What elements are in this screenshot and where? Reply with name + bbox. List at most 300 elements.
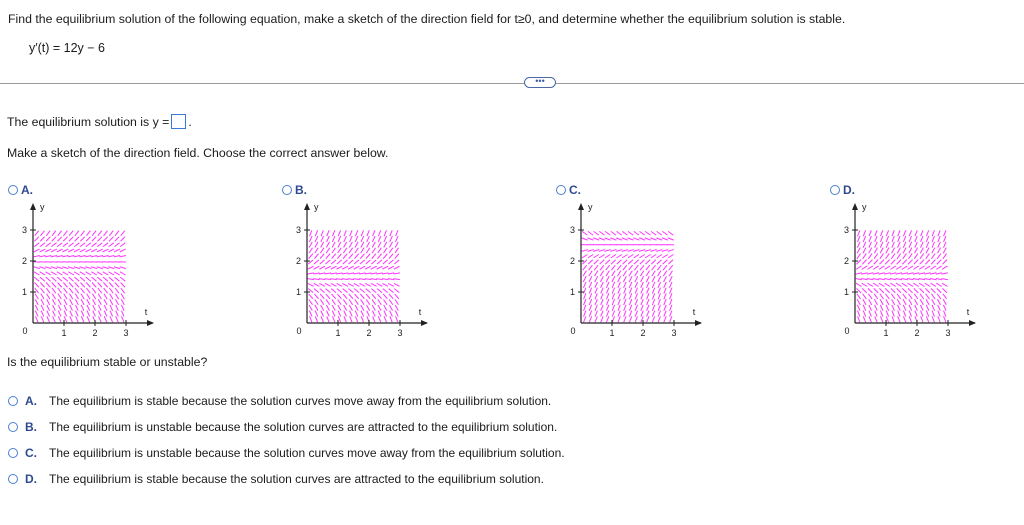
field-segment bbox=[315, 230, 317, 236]
field-segment bbox=[600, 271, 603, 276]
field-segment bbox=[389, 254, 393, 259]
x-tick-label: 1 bbox=[883, 328, 889, 338]
field-segment bbox=[880, 316, 882, 322]
field-segment bbox=[617, 271, 620, 276]
field-segment bbox=[51, 243, 56, 247]
field-segment bbox=[857, 299, 860, 305]
graph-option-b-letter: B. bbox=[295, 183, 307, 197]
field-segment bbox=[606, 311, 608, 317]
field-segment bbox=[359, 283, 365, 286]
field-segment bbox=[52, 282, 56, 287]
field-segment bbox=[892, 316, 894, 322]
field-segment bbox=[320, 254, 324, 259]
field-segment bbox=[395, 248, 399, 253]
field-segment bbox=[75, 237, 79, 242]
field-segment bbox=[903, 294, 907, 299]
field-segment bbox=[635, 316, 637, 322]
graph-option-a-radio[interactable] bbox=[8, 185, 18, 195]
field-segment bbox=[64, 288, 68, 293]
field-segment bbox=[325, 283, 331, 286]
field-segment bbox=[350, 311, 353, 317]
field-segment bbox=[583, 282, 586, 288]
field-segment bbox=[378, 305, 381, 311]
field-segment bbox=[336, 273, 342, 274]
field-segment bbox=[365, 279, 371, 280]
field-segment bbox=[63, 237, 67, 242]
field-segment bbox=[35, 299, 38, 305]
graph-option-a-header[interactable] bbox=[8, 183, 33, 197]
field-segment bbox=[875, 316, 877, 322]
stability-option-b-text[interactable]: The equilibrium is unstable because the solution curves are attracted to the equilibrium solution. bbox=[49, 420, 558, 434]
field-segment bbox=[593, 250, 599, 252]
field-segment bbox=[943, 294, 947, 299]
field-segment bbox=[624, 293, 626, 299]
stability-option-c-radio[interactable] bbox=[8, 448, 18, 458]
field-segment bbox=[588, 265, 592, 270]
field-segment bbox=[892, 305, 895, 311]
field-segment bbox=[909, 230, 911, 236]
field-segment bbox=[344, 311, 347, 317]
field-segment bbox=[932, 311, 934, 317]
field-segment bbox=[114, 249, 120, 252]
field-segment bbox=[332, 236, 335, 242]
field-segment bbox=[622, 231, 627, 235]
field-segment bbox=[582, 238, 588, 240]
field-segment bbox=[109, 237, 113, 242]
field-segment bbox=[121, 299, 124, 305]
field-segment bbox=[612, 299, 614, 305]
field-segment bbox=[885, 260, 889, 265]
x-tick-label: 2 bbox=[366, 328, 372, 338]
field-segment bbox=[921, 311, 923, 317]
field-segment bbox=[924, 279, 930, 280]
x-axis-arrow bbox=[695, 320, 702, 326]
field-segment bbox=[366, 294, 370, 299]
field-segment bbox=[909, 254, 913, 259]
field-segment bbox=[920, 248, 923, 254]
field-segment bbox=[875, 311, 877, 317]
field-segment bbox=[378, 316, 380, 322]
stability-option-b[interactable] bbox=[8, 420, 557, 434]
field-segment bbox=[46, 237, 50, 242]
field-segment bbox=[367, 236, 370, 242]
field-segment bbox=[629, 276, 632, 282]
field-segment bbox=[51, 272, 57, 275]
field-segment bbox=[342, 283, 348, 286]
field-segment bbox=[663, 260, 668, 264]
graph-option-a-letter: A. bbox=[21, 183, 33, 197]
field-segment bbox=[885, 283, 891, 286]
field-segment bbox=[938, 230, 940, 236]
field-segment bbox=[57, 237, 61, 242]
field-segment bbox=[862, 283, 868, 286]
stability-option-a-letter: A. bbox=[25, 394, 37, 408]
field-segment bbox=[103, 272, 109, 275]
field-segment bbox=[343, 248, 347, 253]
field-segment bbox=[886, 316, 888, 322]
field-segment bbox=[367, 242, 370, 248]
field-segment bbox=[658, 311, 660, 317]
field-segment bbox=[623, 265, 627, 270]
field-segment bbox=[641, 282, 644, 288]
field-segment bbox=[932, 236, 934, 242]
field-segment bbox=[641, 311, 643, 317]
field-segment bbox=[640, 265, 644, 270]
field-segment bbox=[623, 271, 626, 276]
x-tick-label: 3 bbox=[671, 328, 677, 338]
field-segment bbox=[68, 255, 74, 256]
field-segment bbox=[81, 316, 84, 322]
graph-option-c-radio[interactable] bbox=[556, 185, 566, 195]
graph-option-b[interactable] bbox=[282, 183, 307, 197]
field-segment bbox=[327, 316, 329, 322]
field-segment bbox=[634, 260, 639, 264]
field-segment bbox=[310, 316, 312, 322]
field-segment bbox=[69, 231, 73, 236]
field-segment bbox=[903, 236, 905, 242]
field-segment bbox=[348, 283, 354, 286]
field-segment bbox=[618, 282, 621, 288]
field-segment bbox=[924, 273, 930, 274]
field-segment bbox=[121, 288, 125, 293]
graph-option-c[interactable] bbox=[556, 183, 581, 197]
field-segment bbox=[869, 299, 872, 305]
field-segment bbox=[932, 316, 934, 322]
field-segment bbox=[879, 273, 885, 274]
field-segment bbox=[634, 255, 639, 258]
field-segment bbox=[628, 255, 633, 258]
field-segment bbox=[658, 316, 660, 322]
field-segment bbox=[662, 231, 667, 235]
field-segment bbox=[52, 294, 55, 299]
field-segment bbox=[897, 294, 901, 299]
field-segment bbox=[584, 305, 586, 311]
field-segment bbox=[874, 254, 878, 259]
field-segment bbox=[109, 288, 113, 293]
field-segment bbox=[862, 266, 867, 269]
field-segment bbox=[601, 288, 603, 294]
stability-option-d-radio[interactable] bbox=[8, 474, 18, 484]
field-segment bbox=[109, 243, 114, 247]
field-segment bbox=[57, 255, 63, 256]
field-segment bbox=[874, 248, 877, 254]
field-segment bbox=[861, 273, 867, 274]
field-segment bbox=[641, 305, 643, 311]
differential-equation: y′(t) = 12y − 6 bbox=[29, 41, 105, 55]
field-segment bbox=[669, 271, 672, 276]
y-axis-arrow bbox=[852, 203, 858, 210]
field-segment bbox=[898, 242, 901, 248]
field-segment bbox=[57, 277, 62, 281]
field-segment bbox=[587, 238, 593, 240]
field-segment bbox=[915, 311, 917, 317]
field-segment bbox=[382, 279, 388, 280]
field-segment bbox=[890, 266, 895, 269]
field-segment bbox=[321, 230, 323, 236]
field-segment bbox=[338, 230, 340, 236]
field-segment bbox=[383, 294, 387, 299]
field-segment bbox=[34, 255, 40, 256]
field-segment bbox=[92, 237, 96, 242]
field-segment bbox=[646, 265, 650, 270]
field-segment bbox=[896, 266, 901, 269]
field-segment bbox=[629, 282, 632, 288]
stability-option-b-radio[interactable] bbox=[8, 422, 18, 432]
field-segment bbox=[361, 305, 364, 311]
field-segment bbox=[909, 242, 912, 248]
field-segment bbox=[612, 288, 614, 294]
field-segment bbox=[907, 279, 913, 280]
field-segment bbox=[395, 299, 399, 304]
field-segment bbox=[629, 288, 631, 294]
graph-option-b-header[interactable] bbox=[282, 183, 307, 197]
graph-option-b-radio[interactable] bbox=[282, 185, 292, 195]
field-segment bbox=[863, 294, 867, 299]
field-segment bbox=[606, 282, 609, 288]
field-segment bbox=[582, 255, 587, 258]
field-segment bbox=[70, 305, 73, 311]
field-segment bbox=[74, 277, 79, 281]
field-segment bbox=[857, 242, 860, 248]
field-segment bbox=[635, 311, 637, 317]
field-segment bbox=[611, 255, 616, 258]
field-segment bbox=[109, 272, 115, 275]
field-segment bbox=[618, 311, 620, 317]
field-segment bbox=[647, 293, 649, 299]
field-segment bbox=[856, 266, 861, 269]
field-segment bbox=[857, 305, 860, 311]
y-tick-label: 2 bbox=[21, 256, 27, 266]
field-segment bbox=[319, 273, 325, 274]
field-segment bbox=[337, 260, 342, 264]
field-segment bbox=[595, 305, 597, 311]
field-segment bbox=[360, 289, 365, 293]
field-segment bbox=[69, 282, 73, 287]
stability-option-d-letter: D. bbox=[25, 472, 37, 486]
stability-option-d[interactable] bbox=[8, 472, 544, 486]
field-segment bbox=[936, 266, 941, 269]
field-segment bbox=[936, 283, 942, 286]
x-tick-label: 2 bbox=[640, 328, 646, 338]
field-segment bbox=[326, 299, 330, 304]
field-segment bbox=[354, 266, 360, 269]
field-segment bbox=[74, 267, 80, 269]
field-segment bbox=[932, 299, 935, 305]
field-segment bbox=[629, 265, 633, 270]
field-segment bbox=[332, 299, 336, 304]
field-segment bbox=[41, 305, 44, 311]
field-segment bbox=[913, 279, 919, 280]
field-segment bbox=[389, 305, 392, 311]
field-segment bbox=[383, 299, 387, 304]
field-segment bbox=[104, 305, 107, 311]
equilibrium-answer-input[interactable] bbox=[171, 114, 186, 129]
field-segment bbox=[944, 236, 946, 242]
field-segment bbox=[641, 299, 643, 305]
field-segment bbox=[656, 238, 662, 240]
field-segment bbox=[869, 311, 871, 317]
stability-option-a-radio[interactable] bbox=[8, 396, 18, 406]
field-segment bbox=[74, 249, 80, 252]
field-segment bbox=[663, 265, 667, 270]
field-segment bbox=[34, 277, 39, 281]
field-segment bbox=[880, 248, 883, 254]
field-segment bbox=[85, 249, 91, 252]
field-segment bbox=[395, 294, 399, 299]
field-segment bbox=[81, 231, 85, 236]
stability-option-a-text[interactable]: The equilibrium is stable because the solution curves move away from the equilibrium solution. bbox=[49, 394, 552, 408]
field-segment bbox=[606, 276, 609, 282]
field-segment bbox=[308, 273, 314, 274]
field-segment bbox=[337, 254, 341, 259]
graph-option-d-radio[interactable] bbox=[830, 185, 840, 195]
field-segment bbox=[914, 254, 918, 259]
stability-option-c-text[interactable]: The equilibrium is unstable because the solution curves move away from the equilibrium solution. bbox=[49, 446, 565, 460]
question-prompt: Find the equilibrium solution of the following equation, make a sketch of the direction field for t≥0, and determine whether the equilibrium solution is stable. bbox=[8, 12, 846, 26]
graph-option-d-header[interactable] bbox=[830, 183, 855, 197]
field-segment bbox=[640, 271, 643, 276]
field-segment bbox=[325, 289, 330, 293]
field-segment bbox=[856, 279, 862, 280]
field-segment bbox=[879, 288, 884, 293]
field-segment bbox=[390, 230, 392, 236]
graph-option-d[interactable] bbox=[830, 183, 855, 197]
more-button[interactable]: ••• bbox=[524, 77, 556, 88]
field-segment bbox=[669, 282, 672, 288]
field-segment bbox=[606, 293, 608, 299]
field-segment bbox=[320, 260, 325, 264]
field-segment bbox=[652, 305, 654, 311]
x-tick-label: 2 bbox=[92, 328, 98, 338]
field-segment bbox=[890, 273, 896, 274]
field-segment bbox=[41, 311, 44, 317]
field-segment bbox=[931, 266, 936, 269]
field-segment bbox=[657, 260, 662, 264]
field-segment bbox=[70, 299, 73, 305]
field-segment bbox=[326, 305, 329, 311]
field-segment bbox=[354, 260, 359, 264]
field-segment bbox=[62, 267, 68, 269]
field-segment bbox=[931, 260, 935, 265]
field-segment bbox=[868, 254, 872, 259]
field-segment bbox=[103, 282, 107, 287]
field-segment bbox=[869, 230, 871, 236]
field-segment bbox=[344, 236, 347, 242]
field-segment bbox=[612, 293, 614, 299]
field-segment bbox=[628, 250, 634, 252]
field-segment bbox=[394, 273, 400, 274]
field-segment bbox=[361, 299, 365, 304]
field-segment bbox=[45, 267, 51, 269]
field-segment bbox=[635, 271, 638, 276]
stability-option-a[interactable] bbox=[8, 394, 551, 408]
field-segment bbox=[600, 265, 604, 270]
field-segment bbox=[384, 316, 386, 322]
field-segment bbox=[898, 236, 900, 242]
x-tick-label: 1 bbox=[61, 328, 67, 338]
field-segment bbox=[389, 299, 393, 304]
field-segment bbox=[332, 254, 336, 259]
field-segment bbox=[595, 316, 597, 322]
field-segment bbox=[868, 288, 873, 293]
y-tick-label: 3 bbox=[21, 225, 27, 235]
field-segment bbox=[891, 294, 895, 299]
field-segment bbox=[926, 294, 930, 299]
graph-option-c-header[interactable] bbox=[556, 183, 581, 197]
field-segment bbox=[645, 238, 651, 240]
field-segment bbox=[99, 316, 102, 322]
field-segment bbox=[104, 231, 108, 236]
field-segment bbox=[622, 238, 628, 240]
field-segment bbox=[355, 294, 359, 299]
field-segment bbox=[308, 260, 313, 264]
field-segment bbox=[914, 260, 918, 265]
field-segment bbox=[93, 311, 96, 317]
field-segment bbox=[40, 231, 44, 236]
field-segment bbox=[869, 316, 871, 322]
field-segment bbox=[601, 282, 604, 288]
field-segment bbox=[880, 242, 883, 248]
field-segment bbox=[35, 231, 39, 236]
field-segment bbox=[605, 255, 610, 258]
field-segment bbox=[858, 311, 860, 317]
field-segment bbox=[601, 316, 603, 322]
field-segment bbox=[320, 294, 324, 299]
field-segment bbox=[915, 299, 918, 305]
field-segment bbox=[652, 299, 654, 305]
field-segment bbox=[589, 311, 591, 317]
field-segment bbox=[618, 276, 621, 282]
field-segment bbox=[371, 273, 377, 274]
field-segment bbox=[365, 266, 371, 269]
field-segment bbox=[315, 236, 318, 242]
stability-option-d-text[interactable]: The equilibrium is stable because the solution curves are attracted to the equilibrium solution. bbox=[49, 472, 544, 486]
field-segment bbox=[943, 305, 946, 311]
field-segment bbox=[612, 276, 615, 282]
field-segment bbox=[382, 283, 388, 286]
field-segment bbox=[635, 299, 637, 305]
field-segment bbox=[641, 288, 643, 294]
y-tick-label: 3 bbox=[295, 225, 301, 235]
field-segment bbox=[384, 236, 387, 242]
field-segment bbox=[332, 242, 335, 248]
field-segment bbox=[938, 305, 941, 311]
field-segment bbox=[652, 271, 655, 276]
field-segment bbox=[919, 283, 925, 286]
field-segment bbox=[86, 231, 90, 236]
field-segment bbox=[325, 260, 330, 264]
field-segment bbox=[321, 242, 324, 248]
field-segment bbox=[857, 254, 861, 259]
y-tick-label: 2 bbox=[843, 256, 849, 266]
field-segment bbox=[46, 231, 50, 236]
field-segment bbox=[367, 311, 370, 317]
field-segment bbox=[114, 255, 120, 256]
graph-option-a[interactable] bbox=[8, 183, 33, 197]
field-segment bbox=[81, 299, 84, 305]
field-segment bbox=[326, 294, 330, 299]
field-segment bbox=[858, 236, 860, 242]
field-segment bbox=[664, 316, 666, 322]
t-axis-label: t bbox=[692, 307, 696, 317]
field-segment bbox=[57, 249, 63, 252]
field-segment bbox=[943, 242, 946, 248]
field-segment bbox=[587, 250, 593, 252]
stability-option-c[interactable] bbox=[8, 446, 565, 460]
field-segment bbox=[53, 305, 56, 311]
field-segment bbox=[342, 279, 348, 280]
direction-field-svg bbox=[830, 198, 980, 343]
